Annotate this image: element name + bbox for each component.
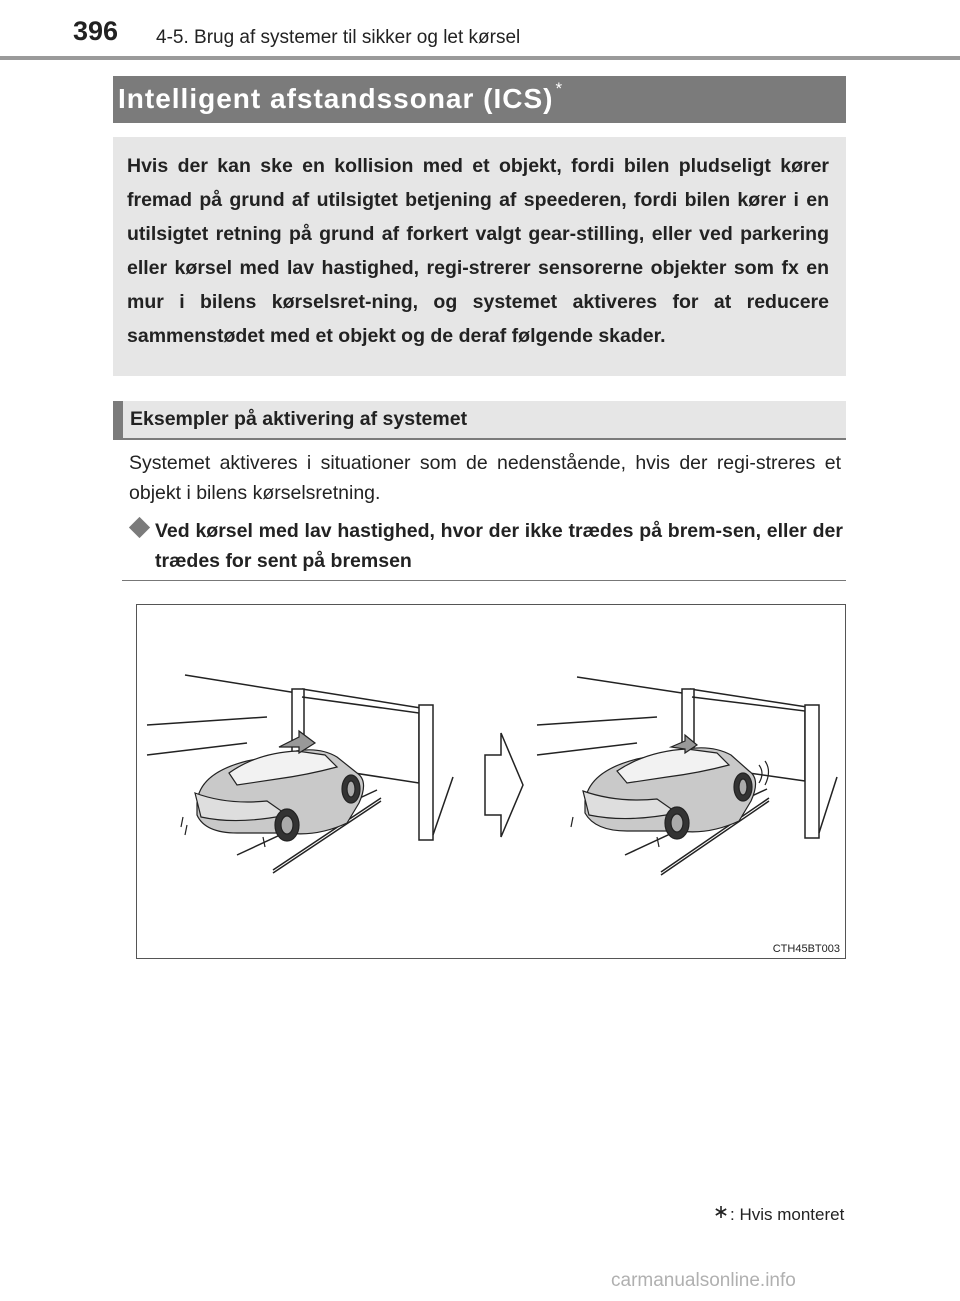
footnote [714, 1205, 844, 1225]
header-divider [0, 56, 960, 60]
watermark: carmanualsonline.info [611, 1270, 796, 1291]
page-header [0, 0, 960, 62]
footnote-text: : Hvis monteret [730, 1205, 845, 1224]
left-car [181, 731, 364, 847]
page-number: 396 [73, 16, 119, 46]
parking-illustration [137, 605, 845, 958]
asterisk-mark: * [555, 79, 564, 98]
right-car [571, 735, 769, 847]
section-title-text: Intelligent afstandssonar (ICS) [118, 83, 554, 114]
case-heading [122, 514, 846, 581]
section-title [118, 79, 564, 115]
chapter-title: 4-5. Brug af systemer til sikker og let kørsel [156, 27, 521, 48]
right-arrow-shape [485, 733, 523, 837]
section-banner [113, 76, 846, 123]
intro-box [113, 137, 846, 376]
asterisk-icon [714, 1205, 728, 1219]
subsection-title: Eksempler på aktivering af systemet [130, 408, 468, 430]
subsection-heading [113, 401, 846, 440]
diamond-bullet-icon [129, 517, 150, 538]
intro-text: Hvis der kan ske en kollision med et objekt, fordi bilen pludseligt kører fremad på grund af utilsigtet betjening af speederen, fordi bilen kører i en utilsigtet retning på grund af forkert valgt gear-stilling, eller ved parkering eller kørsel med lav hastighed, regi-strerer sensorerne objekter som fx en mur i bilens kørselsret-ning, og systemet aktiveres for at reducere sammenstødet med et objekt og de deraf følgende skader. [127, 155, 829, 347]
figure-code: CTH45BT003 [772, 943, 840, 955]
body-paragraph: Systemet aktiveres i situationer som de nedenstående, hvis der regi-streres et objekt i bilens kørselsretning. [129, 452, 841, 504]
illustration-figure [136, 604, 846, 959]
case-title: Ved kørsel med lav hastighed, hvor der ikke trædes på brem-sen, eller der trædes for sent på bremsen [155, 520, 843, 572]
subsection-marker [113, 401, 123, 438]
